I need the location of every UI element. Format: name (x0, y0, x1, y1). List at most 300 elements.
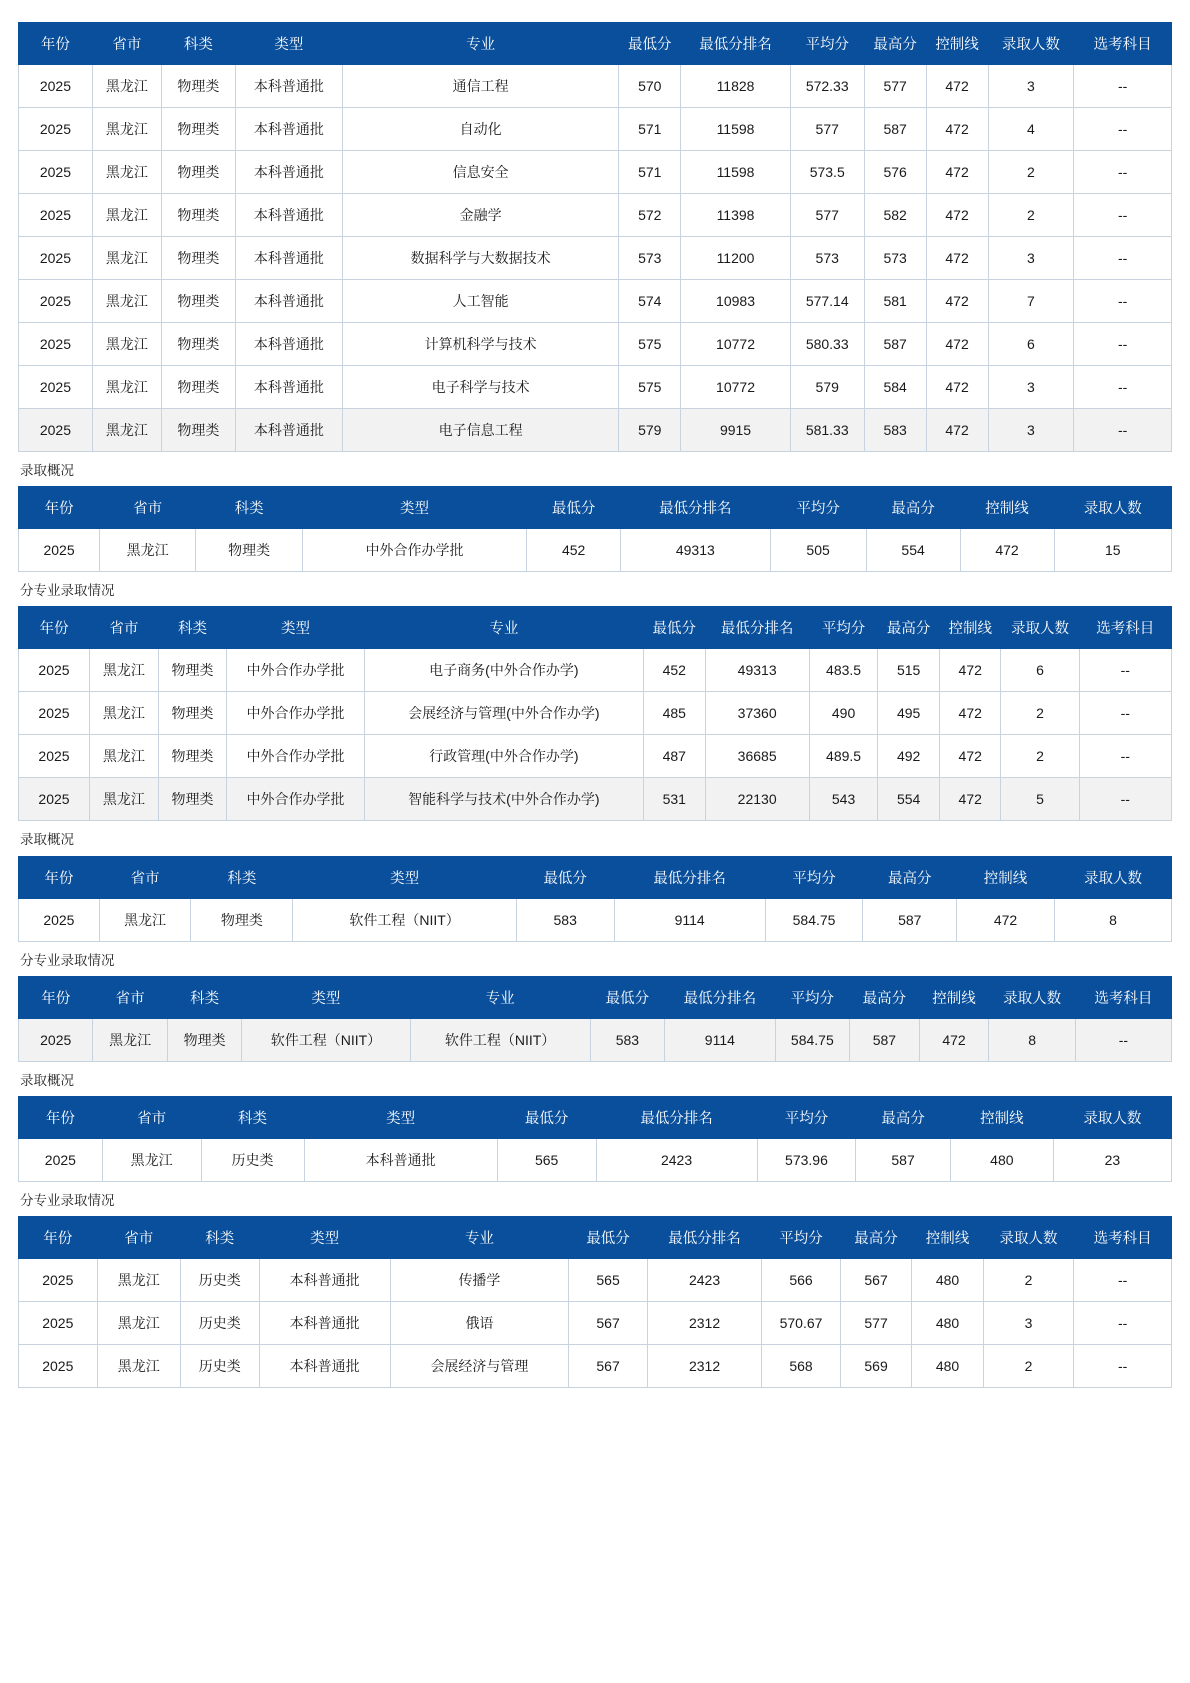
column-header: 科类 (196, 487, 303, 529)
table-wrapper-overview-niit (18, 856, 1172, 942)
table-majors-niit (18, 976, 1172, 1062)
column-header: 最低分 (644, 607, 706, 649)
column-header: 最高分 (850, 976, 920, 1018)
table-majors-physics-regular (18, 22, 1172, 452)
table-cell: 黑龙江 (97, 1302, 180, 1345)
column-header: 平均分 (762, 1217, 841, 1259)
table-cell: 本科普通批 (304, 1138, 497, 1181)
table-cell: 物理类 (196, 529, 303, 572)
column-header: 类型 (242, 976, 410, 1018)
table-cell: 物理类 (161, 108, 235, 151)
column-header: 省市 (97, 1217, 180, 1259)
table-cell: 571 (619, 151, 681, 194)
table-cell: -- (1074, 323, 1172, 366)
table-cell: 俄语 (390, 1302, 569, 1345)
table-header-row (19, 23, 1172, 65)
table-cell: 黑龙江 (92, 323, 161, 366)
column-header: 最低分 (527, 487, 621, 529)
table-cell: 11398 (681, 194, 791, 237)
table-cell: 2312 (647, 1302, 761, 1345)
table-cell: 2025 (19, 898, 100, 941)
table-cell: 583 (590, 1018, 664, 1061)
table-cell: 9114 (665, 1018, 775, 1061)
column-header: 平均分 (790, 23, 864, 65)
table-cell: 物理类 (158, 778, 227, 821)
table-cell: 569 (840, 1345, 911, 1388)
table-cell: 智能科学与技术(中外合作办学) (364, 778, 643, 821)
table-cell: 582 (864, 194, 926, 237)
table-cell: 物理类 (161, 366, 235, 409)
column-header: 年份 (19, 1096, 103, 1138)
table-header-row (19, 1096, 1172, 1138)
column-header: 年份 (19, 23, 93, 65)
table-overview-history (18, 1096, 1172, 1182)
table-row (19, 735, 1172, 778)
table-overview-niit (18, 856, 1172, 942)
column-header: 专业 (410, 976, 590, 1018)
table-cell: 本科普通批 (235, 409, 342, 452)
table-cell: 3 (988, 237, 1074, 280)
table-wrapper-overview-history (18, 1096, 1172, 1182)
column-header: 类型 (302, 487, 526, 529)
table-cell: 554 (866, 529, 960, 572)
table-cell: 2025 (19, 1302, 98, 1345)
table-cell: 570.67 (762, 1302, 841, 1345)
table-cell: 物理类 (161, 237, 235, 280)
table-cell: 4 (988, 108, 1074, 151)
table-cell: 传播学 (390, 1259, 569, 1302)
table-cell: 489.5 (809, 735, 878, 778)
column-header: 最低分排名 (621, 487, 770, 529)
table-cell: 23 (1053, 1138, 1171, 1181)
table-cell: 571 (619, 108, 681, 151)
table-cell: 565 (497, 1138, 596, 1181)
column-header: 专业 (364, 607, 643, 649)
table-cell: 2025 (19, 692, 90, 735)
table-cell: 567 (569, 1345, 648, 1388)
table-cell: 黑龙江 (92, 194, 161, 237)
column-header: 年份 (19, 856, 100, 898)
table-cell: 472 (926, 65, 988, 108)
column-header: 类型 (304, 1096, 497, 1138)
table-cell: -- (1079, 778, 1171, 821)
table-cell: 通信工程 (342, 65, 618, 108)
table-cell: 软件工程（NIIT） (242, 1018, 410, 1061)
column-header: 年份 (19, 607, 90, 649)
table-row (19, 409, 1172, 452)
table-cell: 历史类 (201, 1138, 304, 1181)
table-cell: 物理类 (158, 735, 227, 778)
table-cell: 行政管理(中外合作办学) (364, 735, 643, 778)
column-header: 类型 (227, 607, 364, 649)
table-cell: 580.33 (790, 323, 864, 366)
table-row (19, 366, 1172, 409)
table-cell: 2025 (19, 1259, 98, 1302)
table-wrapper-majors-coop (18, 606, 1172, 821)
table-cell: 576 (864, 151, 926, 194)
table-cell: 物理类 (158, 692, 227, 735)
table-wrapper-majors-history (18, 1216, 1172, 1388)
table-cell: 黑龙江 (99, 898, 190, 941)
table-cell: 472 (926, 280, 988, 323)
table-cell: 472 (957, 898, 1055, 941)
table-cell: 本科普通批 (235, 194, 342, 237)
column-header: 录取人数 (988, 23, 1074, 65)
column-header: 专业 (390, 1217, 569, 1259)
table-header-row (19, 1217, 1172, 1259)
section-label-overview-niit: 录取概况 (20, 832, 74, 848)
table-cell: 472 (960, 529, 1054, 572)
table-cell: 本科普通批 (235, 323, 342, 366)
table-cell: -- (1075, 1018, 1171, 1061)
table-cell: 485 (644, 692, 706, 735)
table-row (19, 108, 1172, 151)
column-header: 类型 (259, 1217, 390, 1259)
table-header-row (19, 856, 1172, 898)
table-cell: 2 (983, 1345, 1074, 1388)
column-header: 控制线 (939, 607, 1001, 649)
column-header: 类型 (293, 856, 516, 898)
table-cell: 7 (988, 280, 1074, 323)
admission-tables-document (18, 22, 1172, 1388)
table-cell: 数据科学与大数据技术 (342, 237, 618, 280)
column-header: 科类 (191, 856, 293, 898)
table-cell: 2 (983, 1259, 1074, 1302)
table-cell: 574 (619, 280, 681, 323)
column-header: 最低分 (619, 23, 681, 65)
table-cell: 452 (644, 649, 706, 692)
table-cell: 587 (850, 1018, 920, 1061)
table-cell: 565 (569, 1259, 648, 1302)
column-header: 选考科目 (1074, 23, 1172, 65)
column-header: 科类 (161, 23, 235, 65)
column-header: 年份 (19, 976, 93, 1018)
table-wrapper-overview-coop (18, 486, 1172, 572)
table-cell: 583 (864, 409, 926, 452)
table-cell: 黑龙江 (92, 65, 161, 108)
column-header: 省市 (99, 856, 190, 898)
table-cell: 电子信息工程 (342, 409, 618, 452)
table-cell: 历史类 (180, 1302, 259, 1345)
table-row (19, 1259, 1172, 1302)
column-header: 省市 (93, 976, 167, 1018)
table-cell: 2025 (19, 409, 93, 452)
table-cell: 2 (988, 151, 1074, 194)
column-header: 平均分 (765, 856, 863, 898)
column-header: 录取人数 (1053, 1096, 1171, 1138)
column-header: 控制线 (926, 23, 988, 65)
table-cell: 中外合作办学批 (227, 649, 364, 692)
column-header: 最低分排名 (614, 856, 765, 898)
table-cell: 577 (790, 194, 864, 237)
table-cell: 信息安全 (342, 151, 618, 194)
table-cell: 452 (527, 529, 621, 572)
table-cell: 金融学 (342, 194, 618, 237)
table-row (19, 1138, 1172, 1181)
column-header: 最高分 (878, 607, 940, 649)
table-cell: 10772 (681, 366, 791, 409)
table-cell: 22130 (705, 778, 809, 821)
table-cell: 软件工程（NIIT） (293, 898, 516, 941)
table-cell: 2025 (19, 778, 90, 821)
section-label-majors-history: 分专业录取情况 (20, 1192, 115, 1208)
table-cell: 2312 (647, 1345, 761, 1388)
table-cell: 587 (864, 323, 926, 366)
table-cell: 568 (762, 1345, 841, 1388)
table-cell: -- (1074, 108, 1172, 151)
column-header: 控制线 (912, 1217, 983, 1259)
table-cell: -- (1074, 1302, 1172, 1345)
table-cell: 本科普通批 (235, 108, 342, 151)
table-cell: 黑龙江 (90, 778, 159, 821)
table-cell: 2025 (19, 529, 100, 572)
table-cell: 中外合作办学批 (227, 778, 364, 821)
table-cell: 人工智能 (342, 280, 618, 323)
table-cell: 软件工程（NIIT） (410, 1018, 590, 1061)
table-header-row (19, 487, 1172, 529)
table-cell: 2025 (19, 649, 90, 692)
table-cell: 49313 (705, 649, 809, 692)
table-cell: 本科普通批 (235, 65, 342, 108)
table-cell: 543 (809, 778, 878, 821)
table-cell: 480 (912, 1345, 983, 1388)
table-cell: 2 (1001, 692, 1079, 735)
section-label-overview-coop: 录取概况 (20, 463, 74, 478)
table-cell: 472 (939, 649, 1001, 692)
table-cell: 2025 (19, 735, 90, 778)
table-cell: 本科普通批 (235, 366, 342, 409)
table-cell: 472 (926, 151, 988, 194)
table-cell: 584 (864, 366, 926, 409)
table-cell: 黑龙江 (92, 409, 161, 452)
table-cell: 2025 (19, 1345, 98, 1388)
table-cell: 自动化 (342, 108, 618, 151)
table-cell: 495 (878, 692, 940, 735)
column-header: 最高分 (856, 1096, 950, 1138)
table-row (19, 898, 1172, 941)
table-row (19, 237, 1172, 280)
table-cell: 472 (926, 194, 988, 237)
table-row (19, 529, 1172, 572)
table-cell: 572 (619, 194, 681, 237)
table-wrapper-majors-physics-regular (18, 22, 1172, 452)
table-cell: -- (1074, 194, 1172, 237)
table-cell: 计算机科学与技术 (342, 323, 618, 366)
table-cell: 本科普通批 (259, 1302, 390, 1345)
table-row (19, 649, 1172, 692)
table-cell: 480 (912, 1302, 983, 1345)
column-header: 选考科目 (1074, 1217, 1172, 1259)
table-cell: 3 (988, 65, 1074, 108)
table-cell: 会展经济与管理 (390, 1345, 569, 1388)
table-cell: 2423 (647, 1259, 761, 1302)
column-header: 平均分 (775, 976, 849, 1018)
table-cell: 15 (1054, 529, 1172, 572)
table-cell: 物理类 (191, 898, 293, 941)
column-header: 录取人数 (1054, 856, 1171, 898)
column-header: 最低分排名 (705, 607, 809, 649)
section-label-majors-niit: 分专业录取情况 (20, 952, 115, 968)
table-cell: 中外合作办学批 (302, 529, 526, 572)
table-cell: 黑龙江 (90, 735, 159, 778)
table-cell: 472 (926, 409, 988, 452)
table-row (19, 692, 1172, 735)
table-cell: -- (1074, 409, 1172, 452)
table-majors-history (18, 1216, 1172, 1388)
table-cell: 3 (988, 366, 1074, 409)
column-header: 最低分排名 (681, 23, 791, 65)
table-cell: 历史类 (180, 1345, 259, 1388)
table-cell: 581.33 (790, 409, 864, 452)
column-header: 控制线 (950, 1096, 1053, 1138)
table-cell: 3 (983, 1302, 1074, 1345)
column-header: 最低分 (516, 856, 614, 898)
column-header: 录取人数 (983, 1217, 1074, 1259)
table-cell: 历史类 (180, 1259, 259, 1302)
table-cell: 577 (840, 1302, 911, 1345)
table-cell: 579 (790, 366, 864, 409)
table-cell: 472 (926, 237, 988, 280)
table-cell: 10772 (681, 323, 791, 366)
table-cell: 490 (809, 692, 878, 735)
table-cell: 570 (619, 65, 681, 108)
column-header: 最低分排名 (596, 1096, 757, 1138)
table-overview-coop (18, 486, 1172, 572)
table-cell: 573 (790, 237, 864, 280)
table-cell: 黑龙江 (92, 237, 161, 280)
table-cell: 584.75 (765, 898, 863, 941)
table-cell: 472 (939, 735, 1001, 778)
column-header: 最低分排名 (647, 1217, 761, 1259)
column-header: 录取人数 (1054, 487, 1172, 529)
table-cell: 2 (988, 194, 1074, 237)
column-header: 省市 (90, 607, 159, 649)
table-cell: 11598 (681, 108, 791, 151)
column-header: 专业 (342, 23, 618, 65)
table-cell: 黑龙江 (92, 366, 161, 409)
column-header: 类型 (235, 23, 342, 65)
column-header: 平均分 (809, 607, 878, 649)
table-cell: 黑龙江 (92, 108, 161, 151)
table-cell: 515 (878, 649, 940, 692)
table-row (19, 65, 1172, 108)
table-cell: 577.14 (790, 280, 864, 323)
table-cell: -- (1074, 1259, 1172, 1302)
table-cell: 573 (864, 237, 926, 280)
table-cell: 黑龙江 (97, 1345, 180, 1388)
column-header: 省市 (92, 23, 161, 65)
table-cell: 554 (878, 778, 940, 821)
table-cell: 黑龙江 (90, 692, 159, 735)
table-cell: 黑龙江 (92, 280, 161, 323)
table-cell: 6 (1001, 649, 1079, 692)
table-cell: 36685 (705, 735, 809, 778)
table-row (19, 323, 1172, 366)
table-cell: 587 (856, 1138, 950, 1181)
table-cell: 黑龙江 (90, 649, 159, 692)
column-header: 最高分 (866, 487, 960, 529)
column-header: 录取人数 (1001, 607, 1079, 649)
table-cell: 587 (864, 108, 926, 151)
table-row (19, 778, 1172, 821)
table-cell: 577 (790, 108, 864, 151)
table-cell: 本科普通批 (235, 280, 342, 323)
table-cell: 2025 (19, 194, 93, 237)
table-cell: 9114 (614, 898, 765, 941)
table-cell: 575 (619, 366, 681, 409)
table-cell: 2025 (19, 1018, 93, 1061)
table-cell: -- (1074, 1345, 1172, 1388)
table-cell: 2423 (596, 1138, 757, 1181)
table-cell: 本科普通批 (259, 1345, 390, 1388)
table-cell: 472 (919, 1018, 989, 1061)
table-header-row (19, 976, 1172, 1018)
table-cell: 480 (950, 1138, 1053, 1181)
table-cell: 2025 (19, 108, 93, 151)
table-cell: -- (1074, 151, 1172, 194)
table-cell: 本科普通批 (259, 1259, 390, 1302)
table-row (19, 1345, 1172, 1388)
table-cell: 2025 (19, 151, 93, 194)
column-header: 科类 (158, 607, 227, 649)
table-cell: 3 (988, 409, 1074, 452)
table-cell: 中外合作办学批 (227, 692, 364, 735)
table-cell: 黑龙江 (100, 529, 196, 572)
table-cell: -- (1074, 366, 1172, 409)
table-cell: 573.96 (757, 1138, 856, 1181)
column-header: 控制线 (957, 856, 1055, 898)
table-header-row (19, 607, 1172, 649)
table-cell: 472 (926, 366, 988, 409)
table-cell: 8 (1054, 898, 1171, 941)
table-cell: 8 (989, 1018, 1075, 1061)
table-cell: 566 (762, 1259, 841, 1302)
table-cell: 572.33 (790, 65, 864, 108)
table-cell: 480 (912, 1259, 983, 1302)
table-cell: 5 (1001, 778, 1079, 821)
table-cell: 本科普通批 (235, 237, 342, 280)
table-cell: 9915 (681, 409, 791, 452)
table-cell: 2025 (19, 237, 93, 280)
table-cell: 黑龙江 (93, 1018, 167, 1061)
table-cell: -- (1074, 237, 1172, 280)
table-cell: 581 (864, 280, 926, 323)
table-cell: -- (1074, 65, 1172, 108)
table-cell: 579 (619, 409, 681, 452)
table-cell: 584.75 (775, 1018, 849, 1061)
table-cell: 10983 (681, 280, 791, 323)
column-header: 控制线 (919, 976, 989, 1018)
table-cell: 587 (863, 898, 957, 941)
table-cell: 583 (516, 898, 614, 941)
table-cell: -- (1079, 692, 1171, 735)
table-cell: 6 (988, 323, 1074, 366)
table-cell: 黑龙江 (97, 1259, 180, 1302)
table-cell: 11828 (681, 65, 791, 108)
table-cell: 物理类 (161, 323, 235, 366)
table-cell: 492 (878, 735, 940, 778)
column-header: 年份 (19, 1217, 98, 1259)
table-cell: 472 (939, 778, 1001, 821)
table-cell: 2025 (19, 1138, 103, 1181)
column-header: 选考科目 (1079, 607, 1171, 649)
table-cell: 2 (1001, 735, 1079, 778)
column-header: 科类 (180, 1217, 259, 1259)
column-header: 选考科目 (1075, 976, 1171, 1018)
column-header: 控制线 (960, 487, 1054, 529)
column-header: 科类 (167, 976, 241, 1018)
column-header: 省市 (102, 1096, 201, 1138)
